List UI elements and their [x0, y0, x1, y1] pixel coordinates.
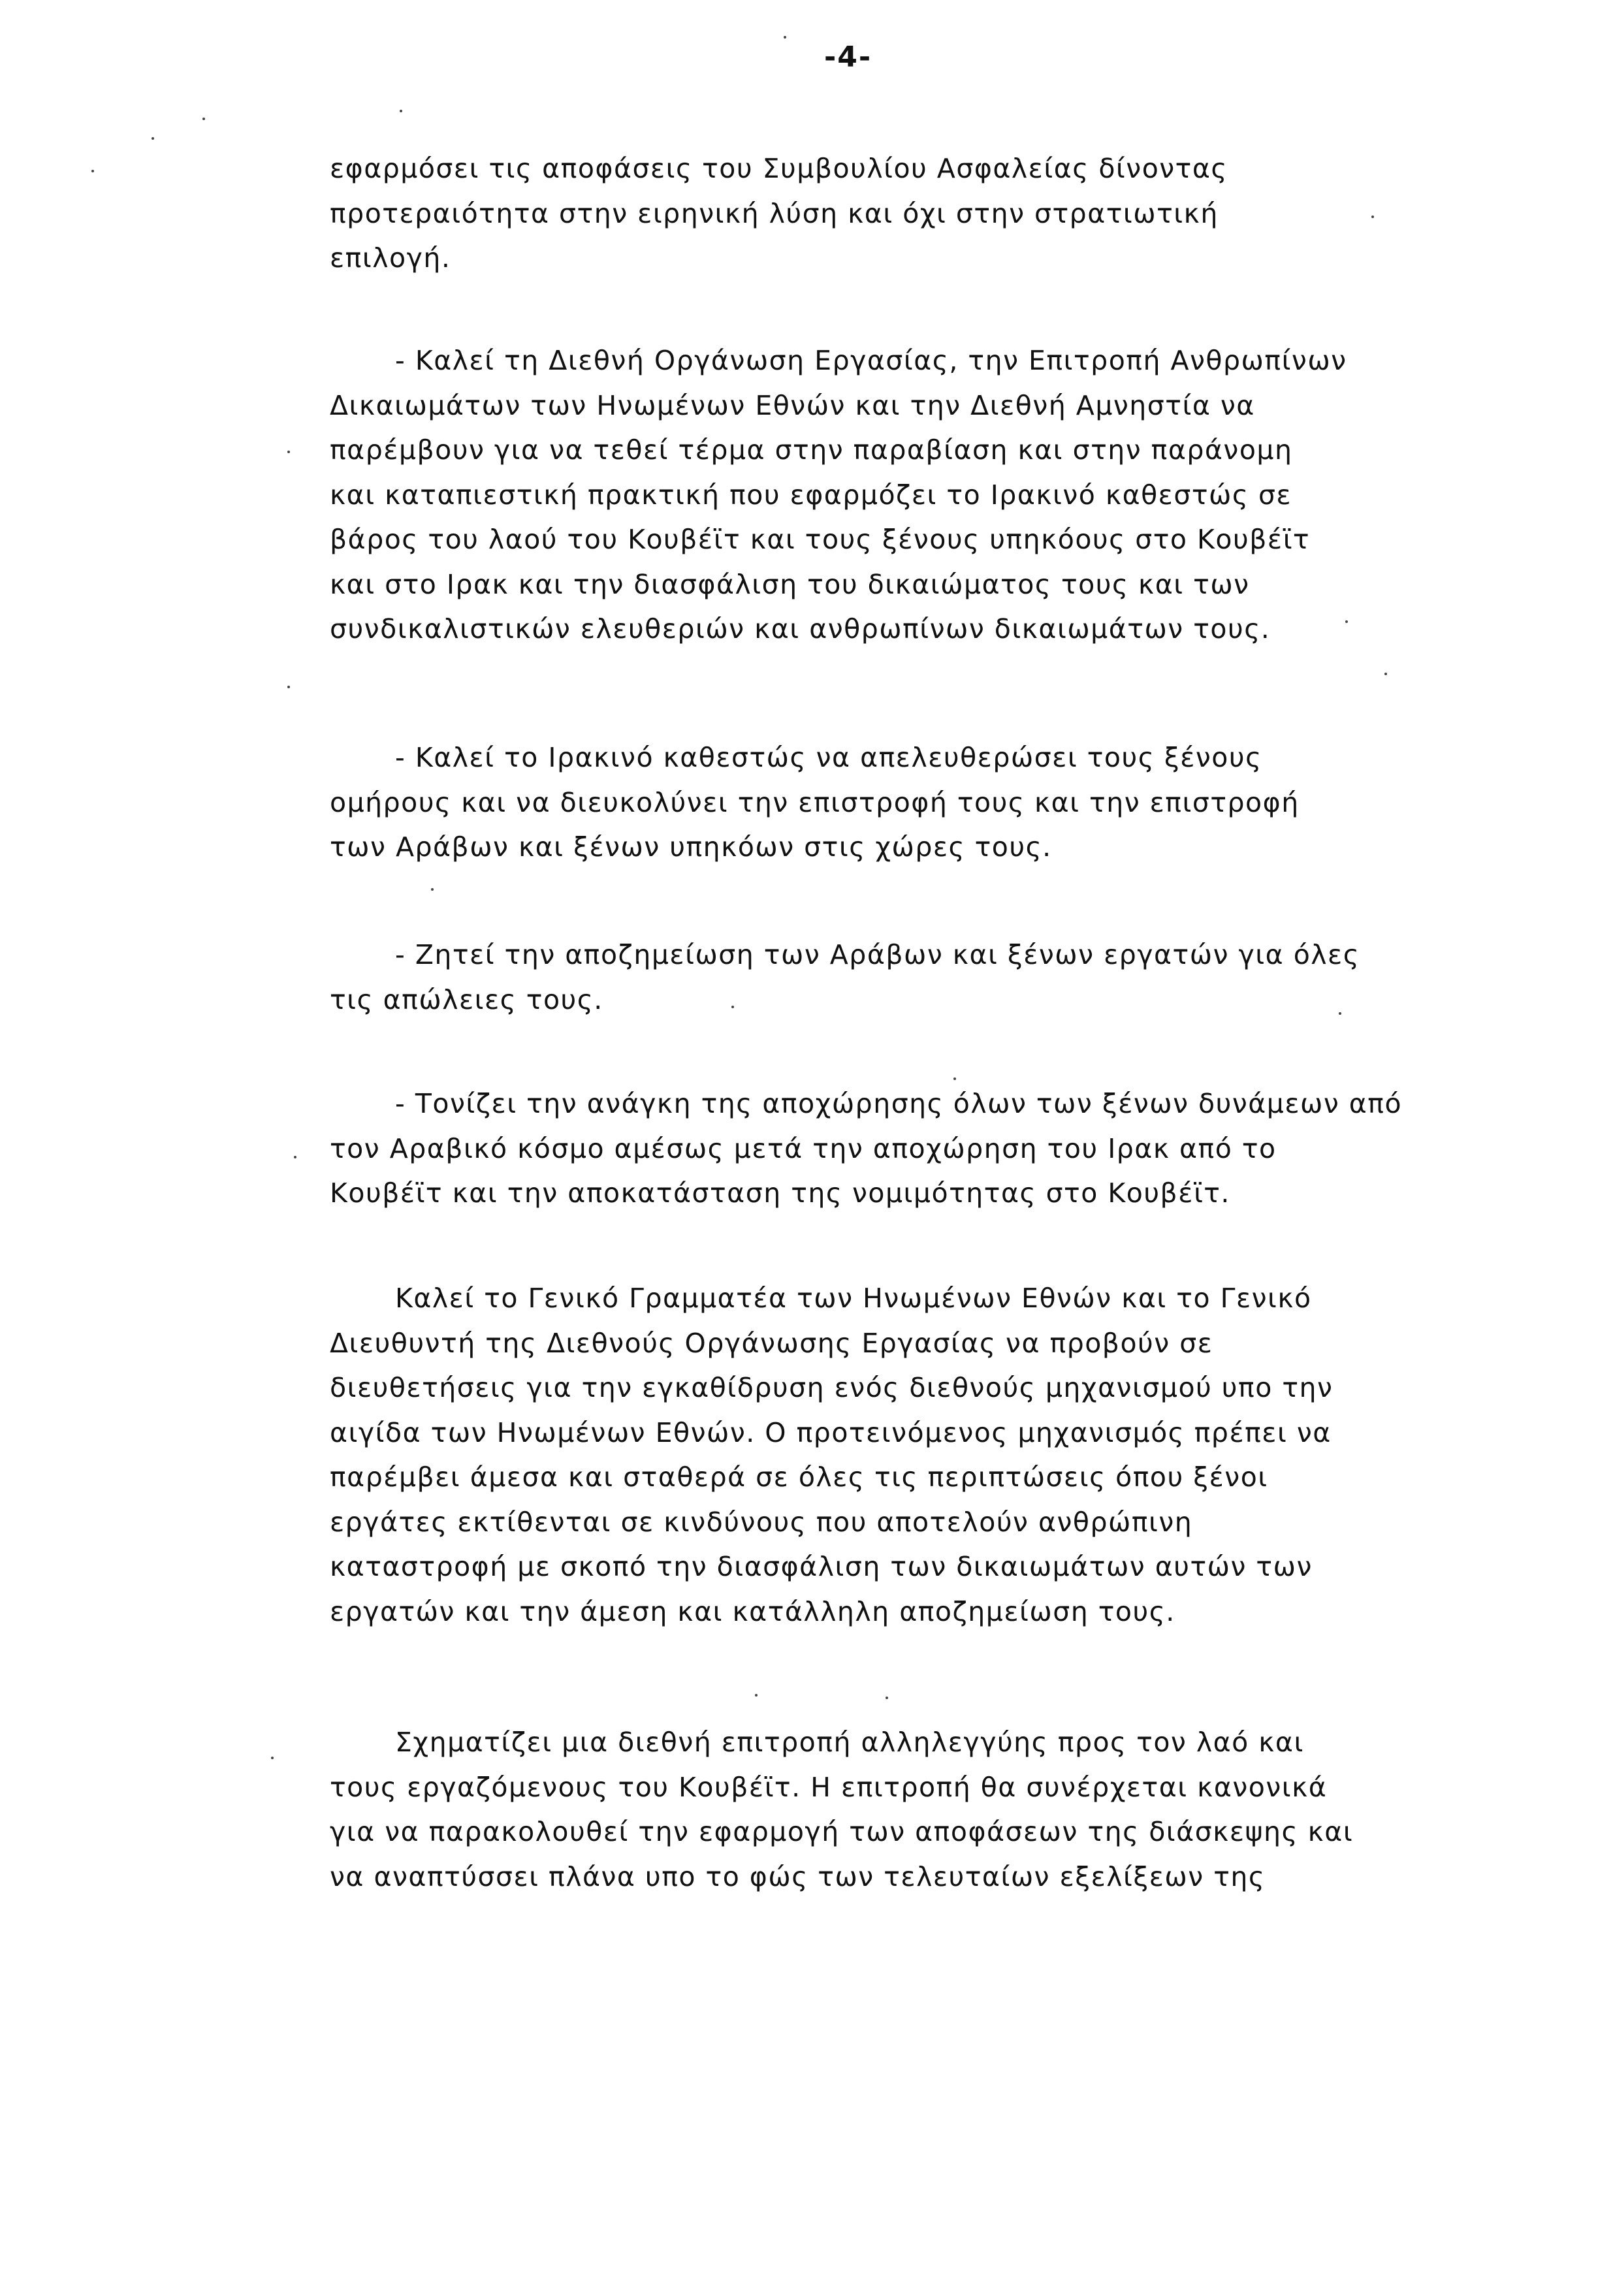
scan-speck: [1345, 620, 1348, 623]
scan-speck: [287, 686, 290, 688]
paragraph-line: παρέμβουν για να τεθεί τέρμα στην παραβίαση και στην παράνομη: [330, 434, 1293, 466]
paragraph-5: [330, 1081, 1401, 1216]
scan-speck: [287, 451, 290, 453]
paragraph-line: για να παρακολουθεί την εφαρμογή των αποφάσεων της διάσκεψης και: [330, 1816, 1354, 1847]
paragraph-6: [330, 1276, 1401, 1634]
paragraph-line: Καλεί το Γενικό Γραμματέα των Ηνωμένων Εθνών και το Γενικό: [395, 1283, 1312, 1314]
scan-speck: [1371, 215, 1374, 218]
paragraph-1: [330, 146, 1401, 281]
page-number: -4-: [824, 40, 872, 74]
scan-speck: [202, 118, 205, 120]
paragraph-line: προτεραιότητα στην ειρηνική λύση και όχι στην στρατιωτική: [330, 197, 1219, 229]
paragraph-line: των Αράβων και ξένων υπηκόων στις χώρες τους.: [330, 831, 1052, 863]
scan-speck: [731, 1006, 734, 1008]
paragraph-3: [330, 735, 1401, 870]
paragraph-line: - Καλεί το Ιρακινό καθεστώς να απελευθερώσει τους ξένους: [395, 742, 1262, 773]
paragraph-line: - Τονίζει την ανάγκη της αποχώρησης όλων των ξένων δυνάμεων από: [395, 1088, 1403, 1119]
paragraph-line: να αναπτύσσει πλάνα υπο το φώς των τελευταίων εξελίξεων της: [330, 1860, 1266, 1892]
paragraph-line: καταστροφή με σκοπό την διασφάλιση των δικαιωμάτων αυτών των: [330, 1551, 1313, 1582]
paragraph-line: εργατών και την άμεση και κατάλληλη αποζημείωση τους.: [330, 1595, 1175, 1627]
scan-speck: [1384, 673, 1387, 675]
scan-speck: [1339, 1012, 1341, 1015]
paragraph-line: βάρος του λαού του Κουβέϊτ και τους ξένους υπηκόους στο Κουβέϊτ: [330, 524, 1311, 555]
paragraph-line: αιγίδα των Ηνωμένων Εθνών. Ο προτεινόμενος μηχανισμός πρέπει να: [330, 1416, 1332, 1448]
paragraph-line: τους εργαζόμενους του Κουβέϊτ. Η επιτροπή θα συνέρχεται κανονικά: [330, 1771, 1328, 1803]
paragraph-line: ομήρους και να διευκολύνει την επιστροφή τους και την επιστροφή: [330, 786, 1300, 818]
scan-speck: [431, 888, 434, 891]
paragraph-7: [330, 1720, 1401, 1899]
paragraph-line: και στο Ιρακ και την διασφάλιση του δικαιώματος τους και των: [330, 568, 1250, 600]
paragraph-line: εφαρμόσει τις αποφάσεις του Συμβουλίου Ασφαλείας δίνοντας: [330, 153, 1228, 184]
scan-speck: [755, 1694, 758, 1697]
paragraph-line: Διευθυντή της Διεθνούς Οργάνωσης Εργασίας να προβούν σε: [330, 1327, 1213, 1359]
paragraph-line: παρέμβει άμεσα και σταθερά σε όλες τις περιπτώσεις όπου ξένοι: [330, 1461, 1268, 1493]
scan-speck: [886, 1697, 888, 1699]
paragraph-line: και καταπιεστική πρακτική που εφαρμόζει το Ιρακινό καθεστώς σε: [330, 479, 1292, 511]
paragraph-line: επιλογή.: [330, 242, 451, 274]
paragraph-2: [330, 338, 1401, 652]
scan-speck: [294, 1156, 296, 1158]
paragraph-line: διευθετήσεις για την εγκαθίδρυση ενός διεθνούς μηχανισμού υπο την: [330, 1372, 1334, 1403]
scan-speck: [400, 110, 402, 112]
scan-speck: [271, 1757, 274, 1759]
paragraph-line: Κουβέϊτ και την αποκατάσταση της νομιμότητας στο Κουβέϊτ.: [330, 1177, 1230, 1209]
scan-speck: [91, 170, 94, 172]
scan-speck: [152, 137, 154, 140]
paragraph-line: Δικαιωμάτων των Ηνωμένων Εθνών και την Διεθνή Αμνηστία να: [330, 389, 1255, 421]
paragraph-line: συνδικαλιστικών ελευθεριών και ανθρωπίνων δικαιωμάτων τους.: [330, 613, 1271, 645]
paragraph-4: [330, 933, 1401, 1022]
paragraph-line: Σχηματίζει μια διεθνή επιτροπή αλληλεγγύης προς τον λαό και: [395, 1727, 1304, 1758]
paragraph-line: - Καλεί τη Διεθνή Οργάνωση Εργασίας, την Επιτροπή Ανθρωπίνων: [395, 345, 1347, 376]
scan-speck: [953, 1077, 956, 1080]
paragraph-line: εργάτες εκτίθενται σε κινδύνους που αποτελούν ανθρώπινη: [330, 1506, 1193, 1538]
paragraph-line: - Ζητεί την αποζημείωση των Αράβων και ξένων εργατών για όλες: [395, 939, 1360, 970]
paragraph-line: τον Αραβικό κόσμο αμέσως μετά την αποχώρηση του Ιρακ από το: [330, 1132, 1277, 1164]
scan-speck: [784, 36, 786, 39]
paragraph-line: τις απώλειες τους.: [330, 983, 603, 1015]
